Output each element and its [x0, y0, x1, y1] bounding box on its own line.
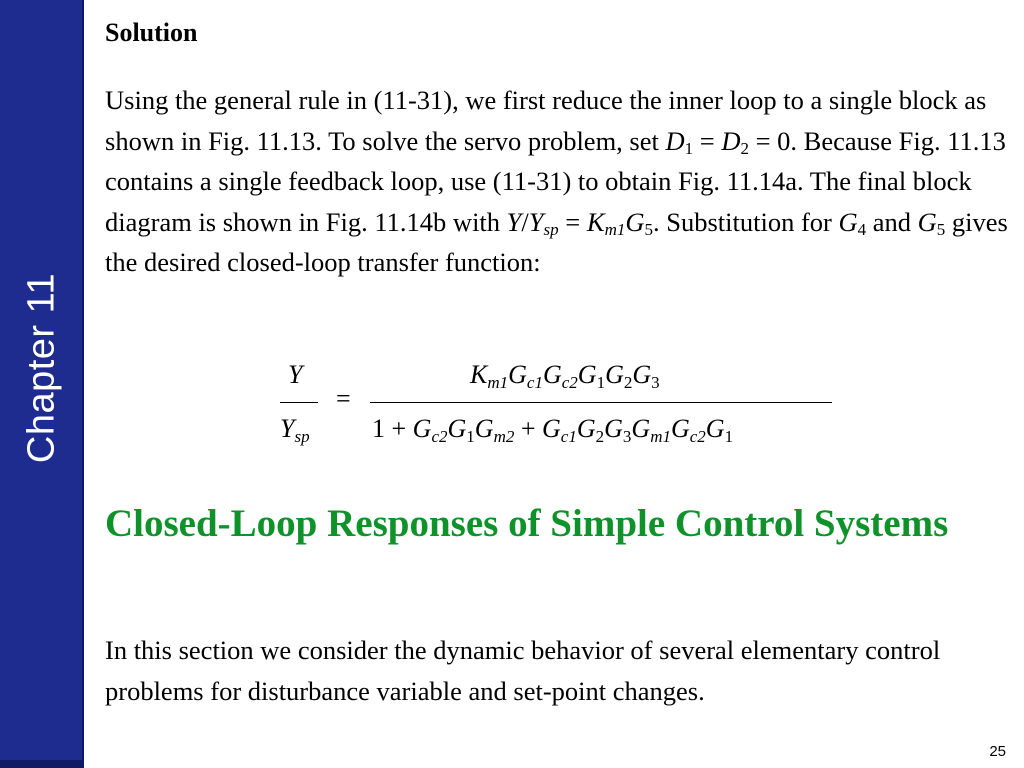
- equation-factor-subscript: 2: [595, 427, 605, 446]
- equation-factor-subscript: 3: [622, 427, 632, 446]
- solution-paragraph: Using the general rule in (11-31), we first reduce the inner loop to a single block as shown in Fig. 11.13. To solve the servo problem, set $D_1 = D_2 = 0$. Because Fig. 11.13 contains a single feedback loop, use (11-31) to obtain Fig. 11.14a. The final block diagram is shown in Fig. 11.14b with $Y/Y_{sp} = K_{m1}G_5$. Substitution for $G_4$ and $G_5$ gives the desired closed-loop transfer function:: [105, 85, 1008, 277]
- chapter-sidebar: [0, 0, 84, 768]
- equation-lhs-fraction-bar: [280, 402, 318, 403]
- equation-factor: G: [542, 414, 561, 443]
- equation-factor-subscript: m2: [493, 427, 515, 446]
- equation-lhs-numerator: Y: [288, 360, 303, 389]
- equation-factor-subscript: c2: [689, 427, 706, 446]
- equation-factor: G: [508, 360, 527, 389]
- equation-factor: G: [670, 414, 690, 443]
- equation-factor-subscript: c2: [561, 373, 578, 392]
- equation-rhs-denominator: $1 + G_{c2}G_1G_{m2} + G_{c1}G_2G_3G_{m1}G_{c2}G_1$: [372, 414, 734, 446]
- equation-factor: G: [577, 360, 597, 389]
- equation-factor: G: [632, 360, 652, 389]
- equation-factor: G: [576, 414, 596, 443]
- equation-factor-subscript: 1: [596, 373, 606, 392]
- equation-factor: G: [447, 414, 467, 443]
- equation-factor: G: [542, 360, 562, 389]
- equation-factor-subscript: c1: [526, 373, 543, 392]
- equation-factor-subscript: c1: [560, 427, 577, 446]
- equation-factor-subscript: m1: [650, 427, 671, 446]
- equation-factor-subscript: 1: [466, 427, 475, 446]
- section-title: Closed-Loop Responses of Simple Control Systems: [105, 502, 949, 545]
- solution-heading: Solution: [105, 18, 198, 47]
- chapter-label: Chapter 11: [20, 272, 63, 464]
- section-paragraph: In this section we consider the dynamic behavior of several elementary control problems for disturbance variable and set-point changes.: [105, 635, 941, 706]
- sidebar-bottom-strip: [0, 760, 84, 768]
- equation-rhs-numerator: [470, 360, 660, 390]
- equation-factor-subscript: 3: [651, 373, 660, 392]
- equation-factor: G: [631, 414, 651, 443]
- equation-factor: K: [470, 360, 488, 389]
- page-number: 25: [989, 743, 1006, 760]
- equation-equals-sign: =: [336, 384, 351, 413]
- equation-factor-subscript: m1: [487, 373, 509, 392]
- equation-factor: G: [412, 414, 432, 443]
- equation-factor: G: [605, 360, 624, 389]
- transfer-function-equation: [280, 358, 840, 458]
- equation-factor: G: [474, 414, 494, 443]
- equation-rhs-fraction-bar: [370, 402, 832, 403]
- equation-factor-subscript: c2: [431, 427, 448, 446]
- equation-factor-subscript: 1: [724, 427, 734, 446]
- equation-factor-subscript: 2: [623, 373, 633, 392]
- equation-factor: G: [604, 414, 623, 443]
- equation-lhs-denominator: $Y_{sp}$: [280, 414, 310, 446]
- equation-factor: G: [705, 414, 725, 443]
